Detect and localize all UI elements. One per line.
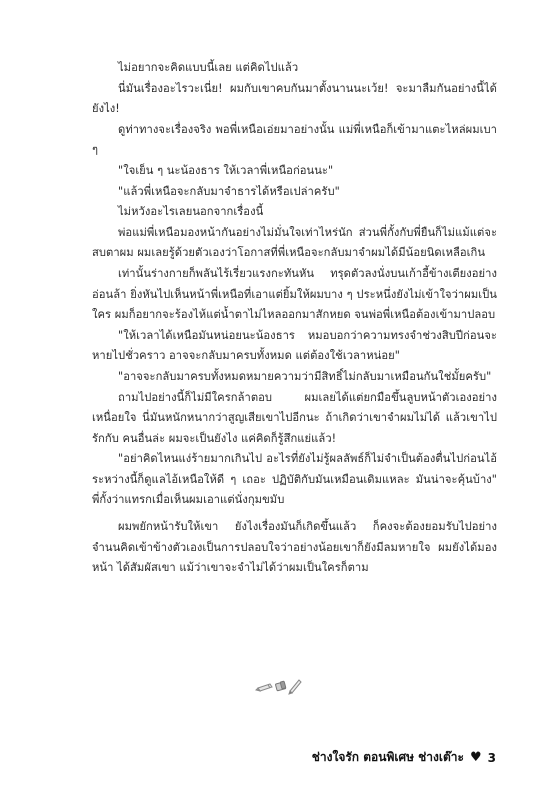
paragraph: นี่มันเรื่องอะไรวะเนี่ย! ผมกับเขาคบกันมาตั้งนานนะเว้ย! จะมาลืมกันอย่างนี้ได้ยังไง! xyxy=(92,81,497,116)
paragraph: "ใจเย็น ๆ นะน้องธาร ให้เวลาพี่เหนือก่อนนะ" xyxy=(118,163,334,177)
paragraph: เท่านั้นร่างกายก็พลันไร้เรี่ยวแรงกะทันหัน ทรุดตัวลงนั่งบนเก้าอี้ข้างเตียงอย่างอ่อนล้า ยิ่งหันไปเห็นหน้าพี่เหนือที่เอาแต่ยิ้มให้ผมบาง ๆ ประหนึ่งยังไม่เข้าใจว่าผมเป็นใคร ผมก็อยากจะร้องไห้แต่น้ำตาไม่ไหลออกมาสักหยด จนพ่อพี่เหนือต้องเข้ามาปลอบ xyxy=(92,266,497,322)
paragraph: "อย่าคิดไหนแง่ร้ายมากเกินไป อะไรที่ยังไม่รู้ผลลัพธ์ก็ไม่จำเป็นต้องตื่นไปก่อนไอ้ ระหว่างนี้ก็ดูแลไอ้เหนือให้ดี ๆ เถอะ ปฏิบัติกับมันเหมือนเดิมแหละ มันน่าจะคุ้นบ้าง" พี่กั้งว่าแทรกเมื่อเห็นผมเอาแต่นั่งกุมขมับ xyxy=(92,452,497,507)
paragraph: ถามไปอย่างนี้ก็ไม่มีใครกล้าตอบ ผมเลยได้แต่ยกมือขึ้นลูบหน้าตัวเองอย่างเหนื่อยใจ นี่มันหนักหนากว่าสูญเสียเขาไปอีกนะ ถ้าเกิดว่าเขาจำผมไม่ได้ แล้วเขาไปรักกับ คนอื่นล่ะ ผมจะเป็นยังไง แค่คิดก็รู้สึกแย่แล้ว! xyxy=(92,390,497,445)
paragraph: ดูท่าทางจะเรื่องจริง พอพี่เหนือเอ่ยมาอย่างนั้น แม่พี่เหนือก็เข้ามาแตะไหล่ผมเบา ๆ xyxy=(92,122,497,157)
footer-title: ช่างใจรัก ตอนพิเศษ ช่างเต๊าะ xyxy=(311,750,464,764)
paragraph: ไม่หวังอะไรเลยนอกจากเรื่องนี้ xyxy=(118,205,264,219)
heart-icon: ♥ xyxy=(469,750,482,765)
pen-and-eraser-doodle-icon xyxy=(254,675,304,697)
paragraph: พ่อแม่พี่เหนือมองหน้ากันอย่างไม่มั่นใจเท่าไหร่นัก ส่วนพี่กั้งกับพี่ยืนก็ไม่แม้แต่จะสบตาผม ผมเลยรู้ด้วยตัวเองว่าโอกาสที่พี่เหนือจะกลับมาจำผมได้มีน้อยนิดเหลือเกิน xyxy=(92,225,497,260)
paragraph: ไม่อยากจะคิดแบบนี้เลย แต่คิดไปแล้ว xyxy=(118,61,299,74)
paragraph: "แล้วพี่เหนือจะกลับมาจำธารได้หรือเปล่าครับ" xyxy=(118,184,340,198)
paragraph: "ให้เวลาได้เหนือมันหน่อยนะน้องธาร หมอบอกว่าความทรงจำช่วงสิบปีก่อนจะหายไปชั่วคราว อาจจะกลับมาครบทั้งหมด แต่ต้องใช้เวลาหน่อย" xyxy=(92,328,497,363)
body-text xyxy=(92,58,497,579)
page-footer xyxy=(312,748,496,767)
paragraph: "อาจจะกลับมาครบทั้งหมดหมายความว่ามีสิทธิ์ไม่กลับมาเหมือนกันใช่มั้ยครับ" xyxy=(118,369,492,383)
paragraph: ผมพยักหน้ารับให้เขา ยังไงเรื่องมันก็เกิดขึ้นแล้ว ก็คงจะต้องยอมรับไปอย่างจำนนคิดเข้าข้างตัวเองเป็นการปลอบใจว่าอย่างน้อยเขาก็ยังมีลมหายใจ ผมยังได้มองหน้า ได้สัมผัสเขา แม้ว่าเขาจะจำไม่ได้ว่าผมเป็นใครก็ตาม xyxy=(92,520,497,575)
page-number: 3 xyxy=(487,750,496,765)
